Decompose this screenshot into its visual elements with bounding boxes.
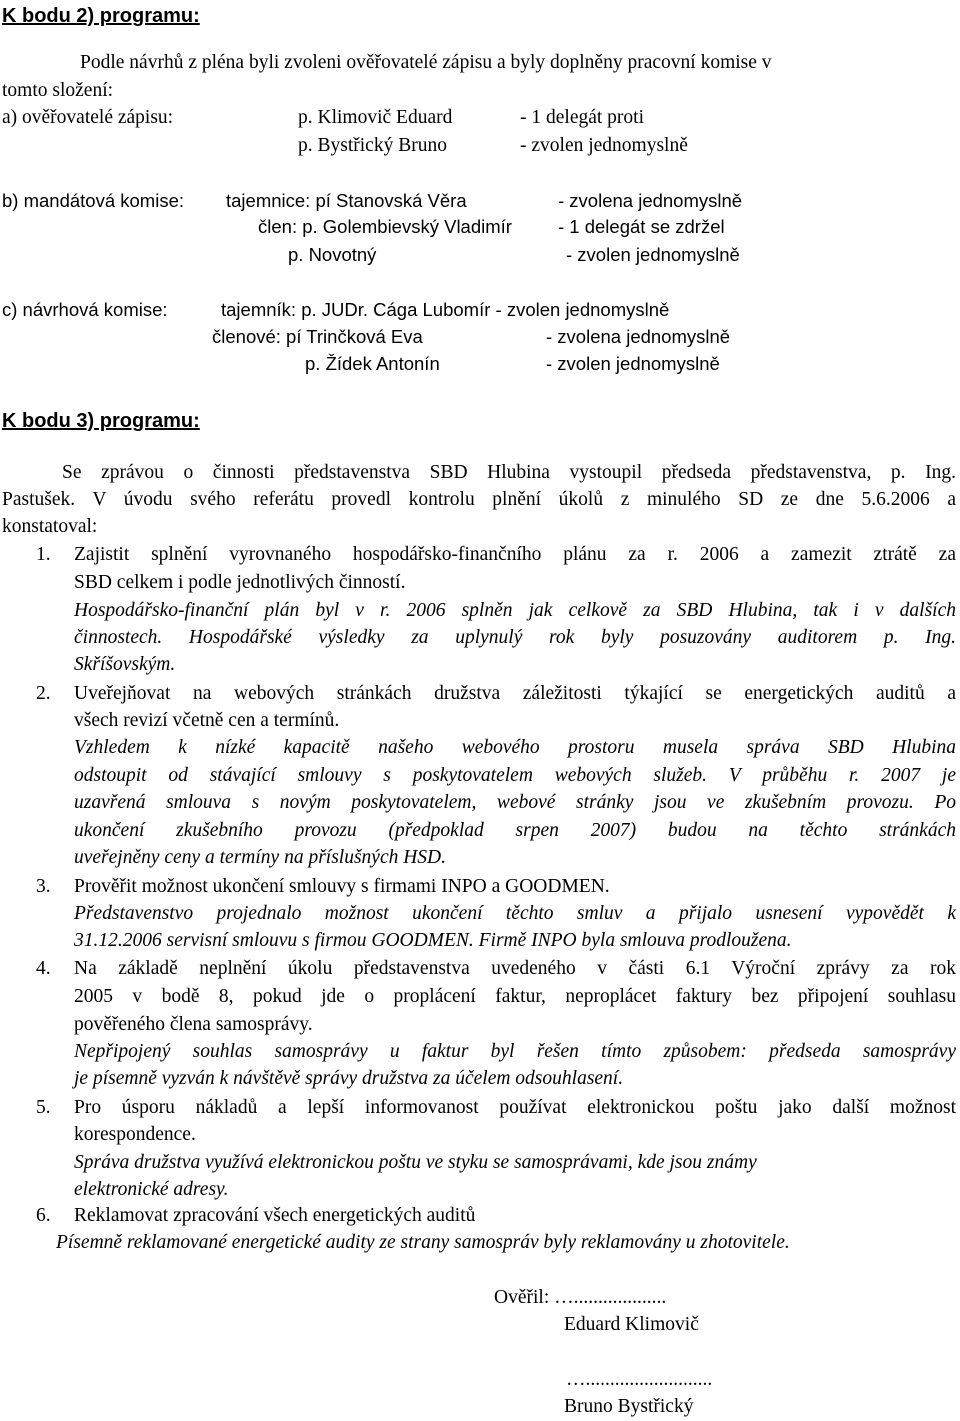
item-note-line: 31.12.2006 servisní smlouvu s firmou GOODMEN. Firmě INPO byla smlouva prodloužena.	[74, 930, 792, 951]
item-number: 6.	[36, 1205, 51, 1226]
item-number: 3.	[36, 876, 51, 897]
item-text-line: Uveřejňovat na webových stránkách družstva záležitosti týkající se energetických auditů a	[74, 683, 956, 704]
committee-c-member-result: - zvolena jednomyslně	[546, 326, 731, 347]
item-text-line: korespondence.	[74, 1124, 196, 1145]
item-number: 5.	[36, 1097, 51, 1118]
item-number: 2.	[36, 683, 51, 704]
section-3-intro-line1: Se zprávou o činnosti představenstva SBD Hlubina vystoupil předseda představenstva, p. Ing.	[62, 462, 956, 483]
item-note-line: Správa družstva využívá elektronickou poštu ve styku se samosprávami, kde jsou známy	[74, 1152, 757, 1173]
section-2-intro-line1: Podle návrhů z pléna byli zvoleni ověřovatelé zápisu a byly doplněny pracovní komise v	[80, 52, 772, 73]
item-note-line: elektronické adresy.	[74, 1179, 229, 1200]
section-3-heading: K bodu 3) programu:	[2, 410, 200, 432]
item-note-line: odstoupit od stávající smlouvy s poskytovatelem webových služeb. V průběhu r. 2007 je	[74, 765, 956, 786]
item-note-line: uzavřená smlouva s novým poskytovatelem, webové stránky jsou ve zkušebním provozu. Po	[74, 792, 956, 813]
committee-a-member-result: - 1 delegát proti	[520, 107, 644, 128]
committee-a-member-name: p. Bystřický Bruno	[298, 135, 447, 156]
committee-c-member-name: tajemník: p. JUDr. Cága Lubomír - zvolen jednomyslně	[221, 299, 670, 320]
item-note-line: činnostech. Hospodářské výsledky za uplynulý rok byly posuzovány auditorem p. Ing.	[74, 627, 956, 648]
committee-c-member-name: p. Žídek Antonín	[305, 353, 440, 374]
item-number: 4.	[36, 958, 51, 979]
signature-dots: …..........................	[566, 1369, 713, 1390]
item-text-line: 2005 v bodě 8, pokud jde o proplácení faktur, neproplácet faktury bez připojení souhlasu	[74, 986, 956, 1007]
item-text-line: Reklamovat zpracování všech energetických auditů	[74, 1205, 476, 1226]
item-text-line: Zajistit splnění vyrovnaného hospodářsko-finančního plánu za r. 2006 a zamezit ztrátě za	[74, 544, 956, 565]
item-text-line: SBD celkem i podle jednotlivých činností.	[74, 572, 406, 593]
item-note-line: Vzhledem k nízké kapacitě našeho webového prostoru musela správa SBD Hlubina	[74, 737, 956, 758]
committee-c-member-name: členové: pí Trinčková Eva	[212, 326, 423, 347]
item-note-line: Představenstvo projednalo možnost ukončení těchto smluv a přijalo usnesení vypovědět k	[74, 903, 956, 924]
committee-b-member-result: - 1 delegát se zdržel	[558, 216, 725, 237]
committee-b-member-result: - zvolen jednomyslně	[566, 244, 740, 265]
signatory-name: Eduard Klimovič	[564, 1314, 699, 1335]
item-note-line: Skříšovským.	[74, 654, 176, 675]
item-text-line: všech revizí včetně cen a termínů.	[74, 710, 340, 731]
item-note-line: je písemně vyzván k návštěvě správy družstva za účelem odsouhlasení.	[74, 1068, 624, 1089]
item-text-line: Pro úsporu nákladů a lepší informovanost používat elektronickou poštu jako další možnost	[74, 1097, 956, 1118]
committee-b-member-name: tajemnice: pí Stanovská Věra	[226, 190, 467, 211]
item-note-line: Hospodářsko-finanční plán byl v r. 2006 splněn jak celkově za SBD Hlubina, tak i v dalších	[74, 600, 956, 621]
committee-a-member-name: p. Klimovič Eduard	[298, 107, 453, 128]
item-note-line: Písemně reklamované energetické audity ze strany samospráv byly reklamovány u zhotovitele.	[56, 1232, 790, 1253]
section-3-intro-line3: konstatoval:	[2, 516, 98, 537]
item-note-line: Nepřipojený souhlas samosprávy u faktur byl řešen tímto způsobem: předseda samosprávy	[74, 1041, 956, 1062]
item-text-line: pověřeného člena samosprávy.	[74, 1014, 313, 1035]
section-2-intro-line2: tomto složení:	[2, 80, 114, 101]
section-3-intro-line2: Pastušek. V úvodu svého referátu provedl kontrolu plnění úkolů z minulého SD ze dne 5.6.2006 a	[2, 489, 956, 510]
committee-a-member-result: - zvolen jednomyslně	[520, 135, 688, 156]
item-text-line: Prověřit možnost ukončení smlouvy s firmami INPO a GOODMEN.	[74, 876, 610, 897]
committee-b-member-name: člen: p. Golembievský Vladimír	[258, 216, 512, 237]
committee-b-label: b) mandátová komise:	[2, 190, 185, 211]
signatory-name: Bruno Bystřický	[564, 1396, 694, 1417]
committee-b-member-result: - zvolena jednomyslně	[558, 190, 743, 211]
item-note-line: ukončení zkušebního provozu (předpoklad srpen 2007) budou na těchto stránkách	[74, 820, 956, 841]
item-number: 1.	[36, 544, 51, 565]
committee-c-member-result: - zvolen jednomyslně	[546, 353, 720, 374]
committee-b-member-name: p. Novotný	[288, 244, 377, 265]
item-note-line: uveřejněny ceny a termíny na příslušných HSD.	[74, 847, 447, 868]
committee-c-label: c) návrhová komise:	[2, 299, 168, 320]
verified-by-label: Ověřil: …...................	[494, 1287, 667, 1308]
committee-a-label: a) ověřovatelé zápisu:	[2, 107, 174, 128]
section-2-heading: K bodu 2) programu:	[2, 5, 200, 27]
item-text-line: Na základě neplnění úkolu představenstva uvedeného v části 6.1 Výroční zprávy za rok	[74, 958, 956, 979]
